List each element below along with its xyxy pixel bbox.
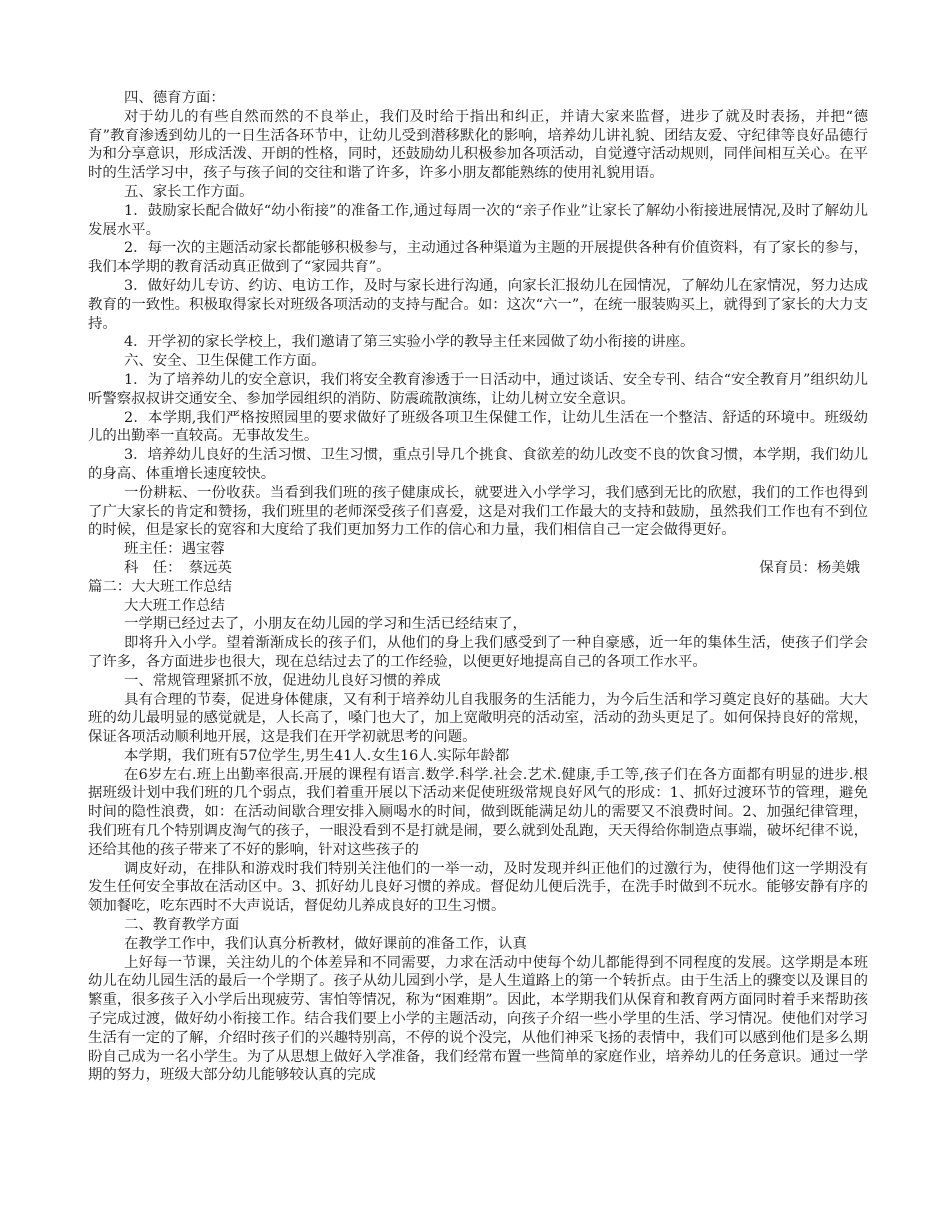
part-title: 篇二：大大班工作总结 [88,578,232,595]
section-heading-moral: 四、德育方面： [124,90,225,106]
safety-item: 1．为了培养幼儿的安全意识，我们将安全教育渗透于一日活动中，通过谈话、安全专刊、结合“安全教育月”组织幼儿听警察叔叔讲交通安全、参加学园组织的消防、防震疏散演练，让幼儿树立安全意识。 [88,371,868,407]
ages-paragraph: 在6岁左右.班上出勤率很高.开展的课程有语言.数学.科学.社会.艺术.健康,手工等,孩子们在各方面都有明显的进步.根据班级计划中我们班的几个弱点，我们着重开展以下活动来促使班级常规良好风气的形成：1、抓好过渡环节的管理，避免时间的隐性浪费，如：在活动间歇合理安排入厕喝水的时间，做到既能满足幼儿的需要又不浪费时间。2、加强纪律管理，我们班有几个特别调皮淘气的孩子，一眼没看到不是打就是闹，要么就到处乱跑，天天得给你制造点事端，破坏纪律不说，还给其他的孩子带来了不好的影响，针对这些孩子的 [88,766,868,858]
closing-paragraph: 一份耕耘、一份收获。当看到我们班的孩子健康成长，就要进入小学学习，我们感到无比的欣慰，我们的工作也得到了广大家长的肯定和赞扬，我们班里的老师深受孩子们喜爱，这是对我们工作最大的支持和鼓励，虽然我们工作也有不到位的时候，但是家长的宽容和大度给了我们更加努力工作的信心和力量，我们相信自己一定会做得更好。 [88,484,868,539]
article-subtitle: 大大班工作总结 [124,597,225,614]
parent-item: 4．开学初的家长学校上，我们邀请了第三实验小学的教导主任来园做了幼小衔接的讲座。 [124,334,695,351]
signature-row [88,559,868,578]
intro-line: 一学期已经过去了，小朋友在幼儿园的学习和生活已经结束了， [124,616,527,633]
section-heading-teaching: 二、教育教学方面 [124,917,240,934]
teaching-paragraph: 上好每一节课，关注幼儿的个体差异和不同需要，力求在活动中使每个幼儿都能得到不同程度的发展。这学期是本班幼儿在幼儿园生活的最后一个学期了。孩子从幼儿园到小学，是人生道路上的第一个转折点。由于生活上的骤变以及课目的繁重，很多孩子入小学后出现疲劳、害怕等情况，称为“困难期”。因此，本学期我们从保育和教育两方面同时着手来帮助孩子完成过渡，做好幼小衔接工作。结合我们要上小学的主题活动，向孩子介绍一些小学里的生活、学习情况。使他们对学习生活有一定的了解，介绍时孩子们的兴趣特别高，不停的说个没完，从他们神采飞扬的表情中，我们可以感到他们是多么期盼自己成为一名小学生。为了从思想上做好入学准备，我们经常布置一些简单的家庭作业，培养幼儿的任务意识。通过一学期的努力，班级大部分幼儿能够较认真的完成 [88,954,868,1084]
safety-item: 2．本学期,我们严格按照园里的要求做好了班级各项卫生保健工作，让幼儿生活在一个整洁、舒适的环境中。班级幼儿的出勤率一直较高。无事故发生。 [88,409,868,445]
teaching-intro-line: 在教学工作中，我们认真分析教材，做好课前的准备工作，认真 [124,935,527,952]
parent-item: 3．做好幼儿专访、约访、电访工作，及时与家长进行沟通，向家长汇报幼儿在园情况，了解幼儿在家情况，努力达成教育的一致性。积极取得家长对班级各项活动的支持与配合。如：这次“六一”，在统一服装购买上，就得到了家长的大力支持。 [88,277,868,332]
section-heading-routine: 一、常规管理紧抓不放，促进幼儿良好习惯的养成 [124,672,441,689]
intro-paragraph: 即将升入小学。望着渐渐成长的孩子们，从他们的身上我们感受到了一种自豪感，近一年的集体生活，使孩子们学会了许多，各方面进步也很大，现在总结过去了的工作经验，以便更好地提高自己的各项工作水平。 [88,635,868,670]
summary-part-one [88,89,868,1085]
class-size-line: 本学期，我们班有57位学生,男生41人.女生16人.实际年龄都 [124,747,510,764]
signature-head-teacher: 班主任：遇宝蓉 [124,541,225,558]
safety-item: 3．培养幼儿良好的生活习惯、卫生习惯，重点引导几个挑食、食欲差的幼儿改变不良的饮食习惯，本学期，我们幼儿的身高、体重增长速度较快。 [88,447,868,482]
section-heading-safety: 六、安全、卫生保健工作方面。 [124,353,326,370]
parent-item: 1．鼓励家长配合做好“幼小衔接”的准备工作,通过每周一次的“亲子作业”让家长了解幼小衔接进展情况,及时了解幼儿发展水平。 [88,202,868,238]
signature-nurse: 保育员：杨美娥 [759,559,860,576]
routine-paragraph: 具有合理的节奏，促进身体健康，又有利于培养幼儿自我服务的生活能力，为今后生活和学习奠定良好的基础。大大班的幼儿最明显的感觉就是，人长高了，嗓门也大了，加上宽敞明亮的活动室，活动的劲头更足了。如何保持良好的常规，保证各项活动顺利地开展，这是我们在开学初就思考的问题。 [88,691,868,746]
moral-paragraph: 对于幼儿的有些自然而然的不良举止，我们及时给于指出和纠正，并请大家来监督，进步了就及时表扬，并把“德育”教育渗透到幼儿的一日生活各环节中，让幼儿受到潜移默化的影响，培养幼儿讲礼貌、团结友爱、守纪律等良好品德行为和分享意识，形成活泼、开朗的性格，同时，还鼓励幼儿积极参加各项活动，自觉遵守活动规则，同伴间相互关心。在平时的生活学习中，孩子与孩子间的交往和谐了许多，许多小朋友都能熟练的使用礼貌用语。 [88,108,868,182]
section-heading-parents: 五、家长工作方面。 [124,183,254,200]
parent-item: 2．每一次的主题活动家长都能够积极参与，主动通过各种渠道为主题的开展提供各种有价值资料，有了家长的参与，我们本学期的教育活动真正做到了“家园共育”。 [88,240,868,276]
signature-subject-teacher: 科 任： 蔡远英 [124,559,232,576]
naughty-children-paragraph: 调皮好动，在排队和游戏时我们特别关注他们的一举一动，及时发现并纠正他们的过激行为，使得他们这一学期没有发生任何安全事故在活动区中。3、抓好幼儿良好习惯的养成。督促幼儿便后洗手，在洗手时做到不玩水。能够安静有序的领加餐吃，吃东西时不大声说话，督促幼儿养成良好的卫生习惯。 [88,860,868,915]
